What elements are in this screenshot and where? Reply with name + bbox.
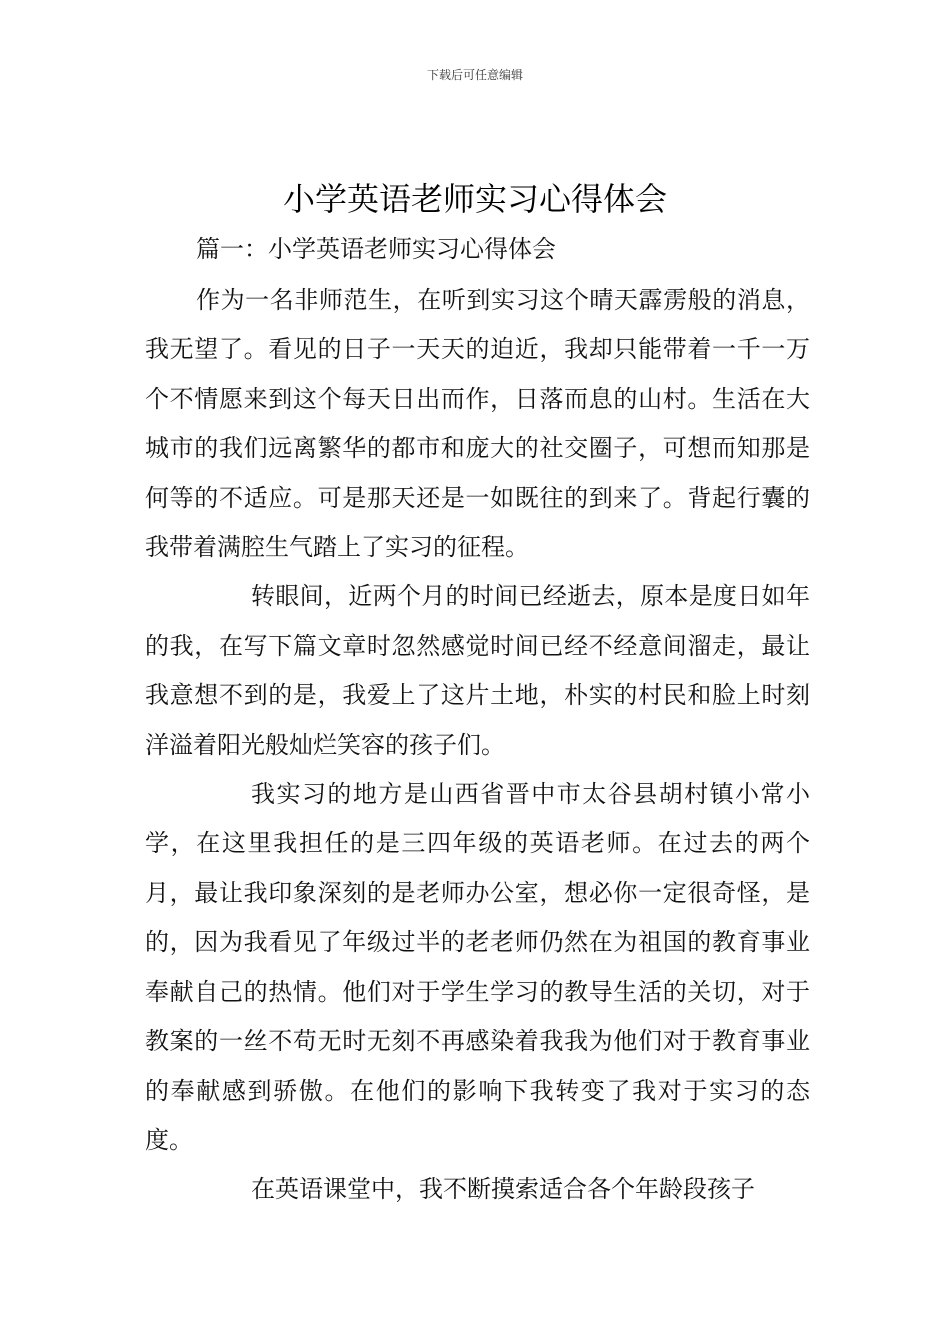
section-heading: 篇一：小学英语老师实习心得体会 [196,235,556,263]
document-title: 小学英语老师实习心得体会 [282,180,667,218]
paragraph: 我实习的地方是山西省晋中市太谷县胡村镇小常小学，在这里我担任的是三四年级的英语老师。在过去的两个月，最让我印象深刻的是老师办公室，想必你一定很奇怪，是的，因为我看见了年级过半的老老师仍然在为祖国的教育事业奉献自己的热情。他们对于学生学习的教导生活的关切，对于教案的一丝不苟无时无刻不再感染着我我为他们对于教育事业的奉献感到骄傲。在他们的影响下我转变了我对于实习的态度。 [145,780,810,1154]
paragraph: 作为一名非师范生，在听到实习这个晴天霹雳般的消息，我无望了。看见的日子一天天的迫近，我却只能带着一千一万个不情愿来到这个每天日出而作，日落而息的山村。生活在大城市的我们远离繁华的都市和庞大的社交圈子，可想而知那是何等的不适应。可是那天还是一如既往的到来了。背起行囊的我带着满腔生气踏上了实习的征程。 [145,286,810,562]
paragraph: 在英语课堂中，我不断摸索适合各个年龄段孩子 [251,1175,755,1204]
page-header-note: 下载后可任意编辑 [426,68,523,82]
paragraph: 转眼间，近两个月的时间已经逝去，原本是度日如年的我，在写下篇文章时忽然感觉时间已经不经意间溜走，最让我意想不到的是，我爱上了这片土地，朴实的村民和脸上时刻洋溢着阳光般灿烂笑容的孩子们。 [145,582,810,759]
document-body [145,276,810,1215]
